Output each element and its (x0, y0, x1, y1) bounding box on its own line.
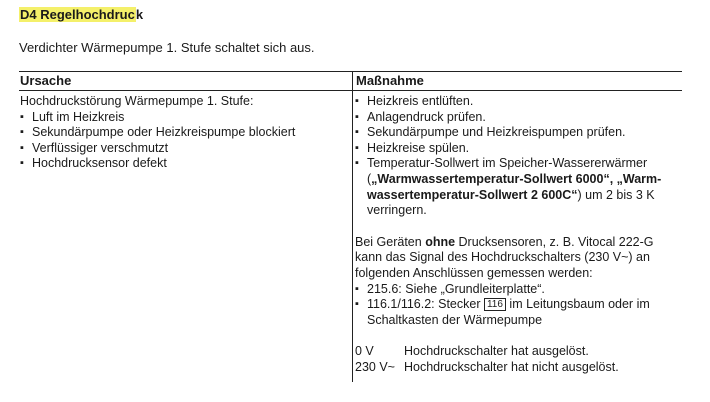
measure-column (355, 94, 690, 376)
list-item (355, 297, 690, 328)
connection-list (355, 282, 690, 329)
measure5-open: ( (367, 171, 372, 186)
state-text: Hochdruckschalter hat nicht ausgelöst. (404, 359, 619, 374)
plug-label: 116 (484, 298, 506, 311)
list-item: ▪ Heizkreis entlüften. (355, 94, 690, 110)
connection2-post: im Leitungsbaum oder im (505, 297, 650, 312)
title-rest: k (135, 7, 144, 22)
paragraph-post: Drucksensoren, z. B. Vitocal 222-G (455, 234, 654, 249)
list-item (355, 156, 690, 218)
measure5-line1: ▪ Temperatur-Sollwert im Speicher-Wassererwärmer (367, 156, 648, 171)
connection2-pre: 116.1/116.2: Stecker (367, 297, 484, 312)
state-row (355, 344, 690, 360)
measure5-tail: ) um 2 bis 3 K (577, 187, 655, 202)
state-text: Hochdruckschalter hat ausgelöst. (404, 344, 589, 359)
state-table (355, 344, 690, 375)
list-item: ▪ Luft im Heizkreis (20, 110, 345, 126)
header-measure: Maßnahme (356, 73, 424, 88)
connection2-line2: Schaltkasten der Wärmepumpe (367, 312, 543, 327)
measure5-bold1: „Warmwassertemperatur-Sollwert 6000“, „Warm- (371, 171, 662, 186)
cause-intro: Hochdruckstörung Wärmepumpe 1. Stufe: (20, 94, 254, 108)
measure-list (355, 94, 690, 219)
measure5-bold2: wassertemperatur-Sollwert 2 600C“ (367, 187, 578, 202)
list-item: ▪ 215.6: Siehe „Grundleiterplatte“. (355, 282, 690, 298)
header-cause: Ursache (20, 73, 72, 88)
measure-paragraph (355, 235, 690, 282)
table-header-rule (19, 90, 682, 91)
cause-list (20, 110, 345, 172)
measure5-line4: verringern. (367, 203, 427, 218)
state-value: 0 V (355, 344, 374, 359)
intro-text: Verdichter Wärmepumpe 1. Stufe schaltet sich aus. (19, 40, 315, 55)
paragraph-line2: kann das Signal des Hochdruckschalters (230 V~) an (355, 250, 650, 265)
table-top-rule (19, 71, 682, 72)
paragraph-line3: folgenden Anschlüssen gemessen werden: (355, 265, 593, 280)
state-value: 230 V~ (355, 359, 395, 374)
list-item: ▪ Heizkreise spülen. (355, 141, 690, 157)
state-row (355, 360, 690, 376)
title-highlighted: D4 Regelhochdruc (20, 7, 135, 22)
list-item: ▪ Anlagendruck prüfen. (355, 110, 690, 126)
paragraph-bold: ohne (425, 234, 456, 249)
list-item: ▪ Sekundärpumpe oder Heizkreispumpe blockiert (20, 125, 345, 141)
column-divider (352, 71, 353, 382)
cause-column (20, 94, 345, 172)
paragraph-pre: Bei Geräten (355, 234, 426, 249)
page-title (19, 7, 143, 23)
list-item: ▪ Verflüssiger verschmutzt (20, 141, 345, 157)
list-item: ▪ Hochdrucksensor defekt (20, 156, 345, 172)
list-item: ▪ Sekundärpumpe und Heizkreispumpen prüfen. (355, 125, 690, 141)
